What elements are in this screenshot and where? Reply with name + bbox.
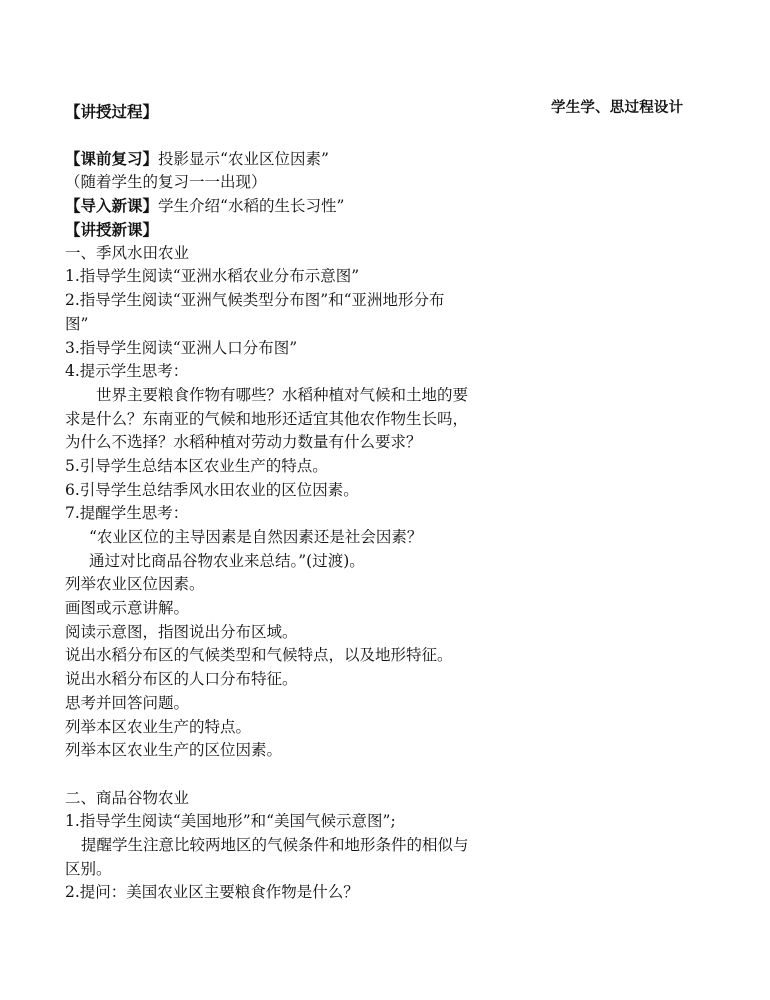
right-column-heading: 学生学、思过程设计: [551, 100, 684, 116]
student-activity: 思考并回答问题。: [65, 693, 190, 712]
student-activity: 说出水稻分布区的气候类型和气候特点，以及地形特征。: [65, 646, 453, 665]
part2-item-2: 2.提问：美国农业区主要粮食作物是什么？: [65, 883, 359, 902]
quote-line-1: “农业区位的主导因素是自然因素还是社会因素？: [89, 528, 423, 546]
part1-item-6: 6.引导学生总结季风水田农业的区位因素。: [65, 480, 359, 499]
intro-line: [65, 194, 535, 218]
student-activity: 画图或示意讲解。: [65, 599, 190, 618]
review-line: [65, 147, 535, 171]
student-activity: 阅读示意图，指图说出分布区域。: [65, 622, 298, 641]
part1-heading: 一、季风水田农业: [65, 243, 190, 262]
student-activity: 列举本区农业生产的区位因素。: [65, 741, 283, 760]
review-text: 投影显示“农业区位因素”: [158, 150, 329, 168]
question-line-1: 世界主要粮食作物有哪些？水稻种植对气候和土地的要: [96, 385, 469, 404]
part2-note-line-2: 区别。: [65, 859, 112, 878]
part2-note-line-1: 提醒学生注意比较两地区的气候条件和地形条件的相似与: [81, 835, 469, 854]
part1-item-7: 7.提醒学生思考：: [65, 504, 189, 523]
part2-item-1: 1.指导学生阅读“美国地形”和“美国气候示意图”;: [65, 812, 396, 831]
intro-label: 【导入新课】: [65, 196, 159, 216]
intro-text: 学生介绍“水稻的生长习性”: [158, 197, 345, 216]
question-line-2: 求是什么？东南亚的气候和地形还适宜其他农作物生长吗，: [65, 409, 469, 428]
lesson-body: [65, 147, 535, 905]
part1-item-5: 5.引导学生总结本区农业生产的特点。: [65, 456, 328, 475]
blank-line: [65, 763, 535, 787]
new-lesson-label: 【讲授新课】: [65, 220, 159, 240]
part1-item-3: 3.指导学生阅读“亚洲人口分布图”: [65, 338, 298, 357]
review-label: 【课前复习】: [65, 149, 159, 168]
student-activity: 列举本区农业生产的特点。: [65, 717, 252, 736]
student-activity: 列举农业区位因素。: [65, 575, 205, 594]
question-line-3: 为什么不选择？水稻种植对劳动力数量有什么要求？: [65, 433, 422, 452]
part1-item-2-line-2: 图”: [65, 314, 89, 333]
section-title: 【讲授过程】: [65, 102, 159, 121]
part1-item-4: 4.提示学生思考：: [65, 362, 189, 381]
part1-item-1: 1.指导学生阅读“亚洲水稻农业分布示意图”: [65, 267, 360, 286]
part2-heading: 二、商品谷物农业: [65, 788, 190, 807]
review-note: （随着学生的复习一一出现）: [65, 172, 267, 191]
quote-line-2: 通过对比商品谷物农业来总结。”(过渡)。: [89, 551, 365, 570]
part1-item-2-line-1: 2.指导学生阅读“亚洲气候类型分布图”和“亚洲地形分布: [65, 291, 445, 310]
student-activity: 说出水稻分布区的人口分布特征。: [65, 670, 298, 689]
